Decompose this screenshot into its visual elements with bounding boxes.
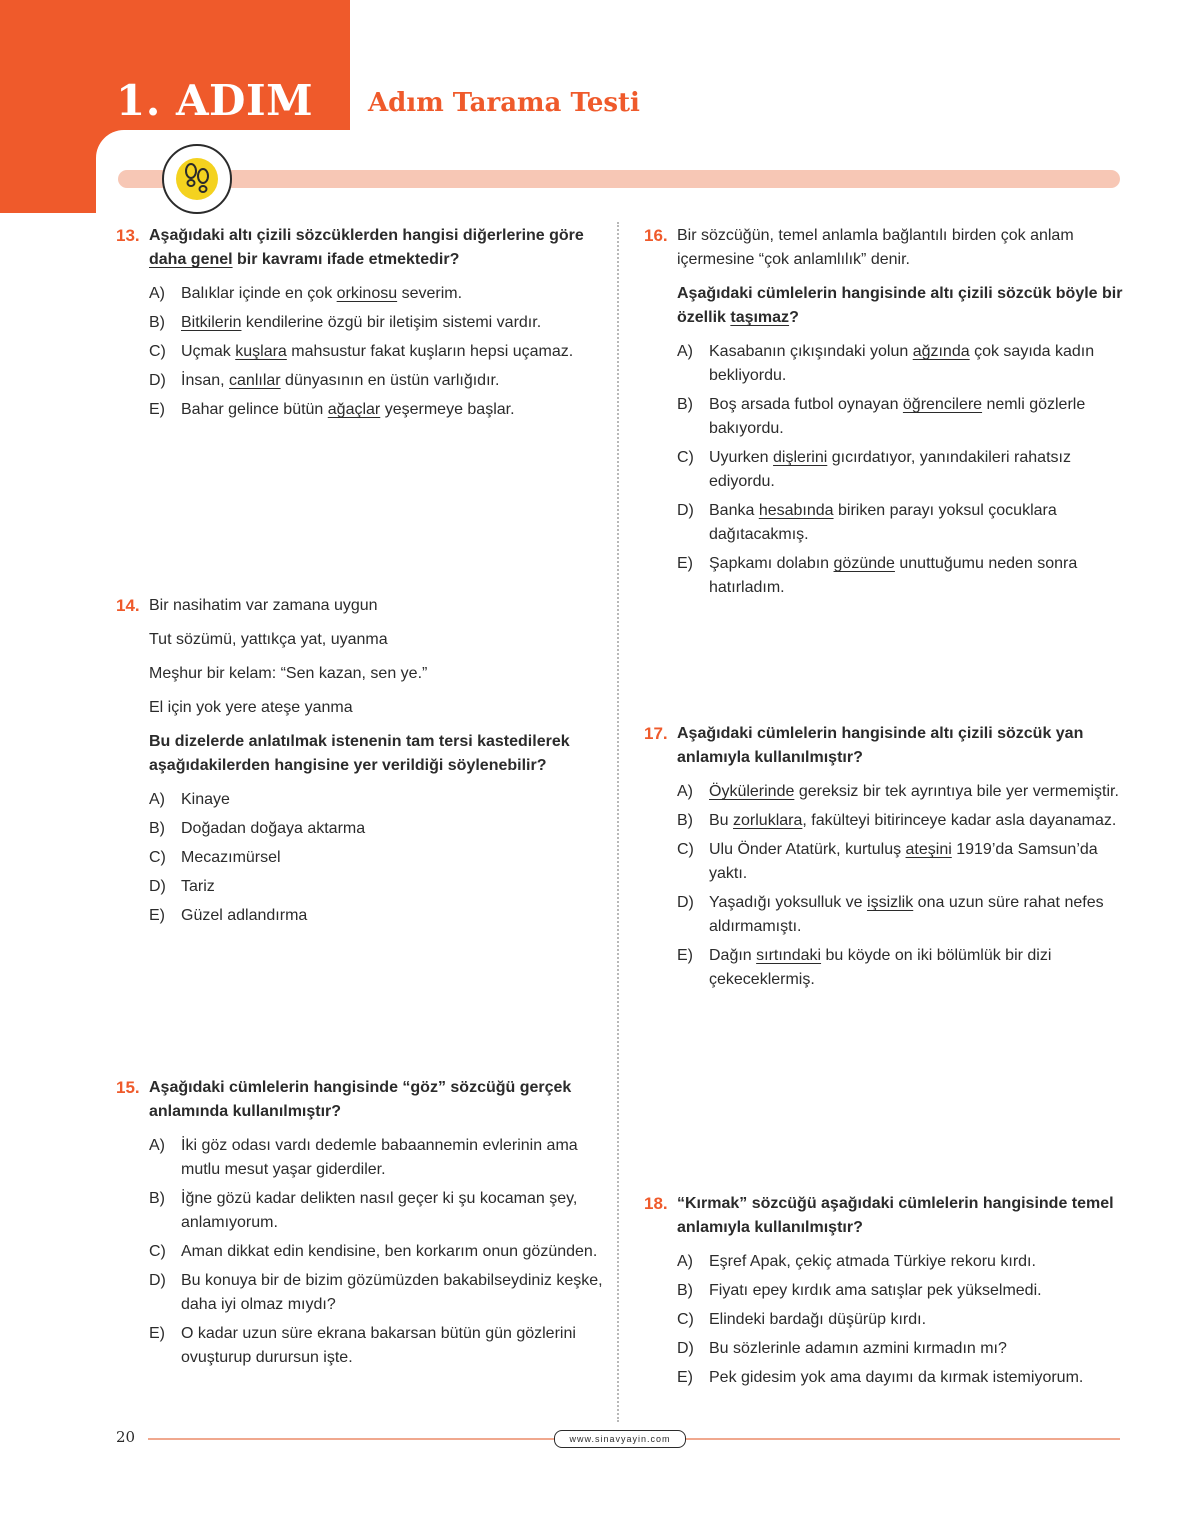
answer-option[interactable]: B) Fiyatı epey kırdık ama satışlar pek yükselmedi.: [677, 1282, 1042, 1299]
verse-line: Bir nasihatim var zamana uygun: [149, 597, 378, 614]
question-number: 14.: [116, 596, 140, 615]
answer-options: [677, 780, 1124, 992]
answer-option[interactable]: D) Banka hesabında biriken parayı yoksul çocuklara dağıtacakmış.: [677, 502, 1057, 543]
answer-option[interactable]: B) Boş arsada futbol oynayan öğrencilere nemli gözlerle bakıyordu.: [677, 396, 1086, 437]
website-link[interactable]: www.sinavyayin.com: [554, 1430, 686, 1448]
answer-option[interactable]: B) Doğadan doğaya aktarma: [149, 820, 366, 837]
answer-option[interactable]: C) Elindeki bardağı düşürüp kırdı.: [677, 1311, 927, 1328]
footprints-icon: [174, 156, 220, 202]
answer-option[interactable]: D) Yaşadığı yoksulluk ve işsizlik ona uzun süre rahat nefes aldırmamıştı.: [677, 894, 1104, 935]
answer-options: [149, 788, 606, 928]
page-number: 20: [116, 1428, 136, 1446]
answer-option[interactable]: A) Kinaye: [149, 791, 230, 808]
question-intro: Bir sözcüğün, temel anlamla bağlantılı birden çok anlam içermesine “çok anlamlılık” denir.: [677, 227, 1074, 268]
answer-option[interactable]: A) Kasabanın çıkışındaki yolun ağzında çok sayıda kadın bekliyordu.: [677, 343, 1095, 384]
question-stem: Aşağıdaki altı çizili sözcüklerden hangisi diğerlerine göre daha genel bir kavramı ifade etmektedir?: [149, 227, 584, 268]
verse-line: Meşhur bir kelam: “Sen kazan, sen ye.”: [149, 665, 428, 682]
question-17: [644, 722, 1124, 997]
answer-option[interactable]: D) İnsan, canlılar dünyasının en üstün varlığıdır.: [149, 372, 500, 389]
question-stem: Bu dizelerde anlatılmak istenenin tam tersi kastedilerek aşağıdakilerden hangisine yer verildiği söylenebilir?: [149, 733, 570, 774]
question-18: [644, 1192, 1124, 1395]
answer-option[interactable]: A) Öykülerinde gereksiz bir tek ayrıntıya bile yer vermemiştir.: [677, 783, 1119, 800]
answer-option[interactable]: E) O kadar uzun süre ekrana bakarsan bütün gün gözlerini ovuşturup durursun işte.: [149, 1325, 576, 1366]
answer-options: [149, 1134, 606, 1370]
question-15: [116, 1076, 606, 1375]
question-number: 18.: [644, 1194, 668, 1213]
question-14: [116, 594, 606, 933]
column-divider: [617, 222, 619, 1422]
step-title: 1. ADIM: [116, 76, 314, 125]
answer-option[interactable]: B) Bitkilerin kendilerine özgü bir iletişim sistemi vardır.: [149, 314, 542, 331]
question-number: 17.: [644, 724, 668, 743]
answer-option[interactable]: D) Bu konuya bir de bizim gözümüzden bakabilseydiniz keşke, daha iyi olmaz mıydı?: [149, 1272, 603, 1313]
answer-options: [677, 340, 1124, 600]
question-stem: Aşağıdaki cümlelerin hangisinde altı çizili sözcük böyle bir özellik taşımaz?: [677, 285, 1123, 326]
question-number: 13.: [116, 226, 140, 245]
answer-option[interactable]: C) Ulu Önder Atatürk, kurtuluş ateşini 1919’da Samsun’da yaktı.: [677, 841, 1098, 882]
question-stem: Aşağıdaki cümlelerin hangisinde “göz” sözcüğü gerçek anlamında kullanılmıştır?: [149, 1079, 572, 1120]
answer-option[interactable]: D) Tariz: [149, 878, 215, 895]
answer-option[interactable]: A) İki göz odası vardı dedemle babaannemin evlerinin ama mutlu mesut yaşar giderdiler.: [149, 1137, 578, 1178]
answer-option[interactable]: E) Şapkamı dolabın gözünde unuttuğumu neden sonra hatırladım.: [677, 555, 1078, 596]
question-16: [644, 224, 1124, 605]
answer-option[interactable]: A) Eşref Apak, çekiç atmada Türkiye rekoru kırdı.: [677, 1253, 1036, 1270]
answer-options: [149, 282, 606, 422]
answer-option[interactable]: E) Bahar gelince bütün ağaçlar yeşermeye başlar.: [149, 401, 515, 418]
answer-option[interactable]: E) Güzel adlandırma: [149, 907, 308, 924]
answer-option[interactable]: C) Mecazımürsel: [149, 849, 281, 866]
answer-option[interactable]: B) İğne gözü kadar delikten nasıl geçer ki şu kocaman şey, anlamıyorum.: [149, 1190, 578, 1231]
question-number: 15.: [116, 1078, 140, 1097]
answer-option[interactable]: C) Aman dikkat edin kendisine, ben korkarım onun gözünden.: [149, 1243, 598, 1260]
answer-option[interactable]: C) Uçmak kuşlara mahsustur fakat kuşların hepsi uçamaz.: [149, 343, 574, 360]
footprints-badge: [162, 144, 232, 214]
verse-line: El için yok yere ateşe yanma: [149, 699, 353, 716]
question-13: [116, 224, 606, 427]
answer-option[interactable]: B) Bu zorluklara, fakülteyi bitirinceye kadar asla dayanamaz.: [677, 812, 1117, 829]
answer-option[interactable]: A) Balıklar içinde en çok orkinosu severim.: [149, 285, 463, 302]
question-stem: “Kırmak” sözcüğü aşağıdaki cümlelerin hangisinde temel anlamıyla kullanılmıştır?: [677, 1195, 1114, 1236]
verse-line: Tut sözümü, yattıkça yat, uyanma: [149, 631, 388, 648]
question-stem: Aşağıdaki cümlelerin hangisinde altı çizili sözcük yan anlamıyla kullanılmıştır?: [677, 725, 1084, 766]
answer-option[interactable]: D) Bu sözlerinle adamın azmini kırmadın mı?: [677, 1340, 1007, 1357]
header-bar: [118, 170, 1120, 188]
question-number: 16.: [644, 226, 668, 245]
answer-option[interactable]: E) Dağın sırtındaki bu köyde on iki bölümlük bir dizi çekeceklermiş.: [677, 947, 1052, 988]
answer-option[interactable]: C) Uyurken dişlerini gıcırdatıyor, yanındakileri rahatsız ediyordu.: [677, 449, 1071, 490]
answer-option[interactable]: E) Pek gidesim yok ama dayımı da kırmak istemiyorum.: [677, 1369, 1084, 1386]
test-title: Adım Tarama Testi: [368, 88, 640, 118]
answer-options: [677, 1250, 1124, 1390]
